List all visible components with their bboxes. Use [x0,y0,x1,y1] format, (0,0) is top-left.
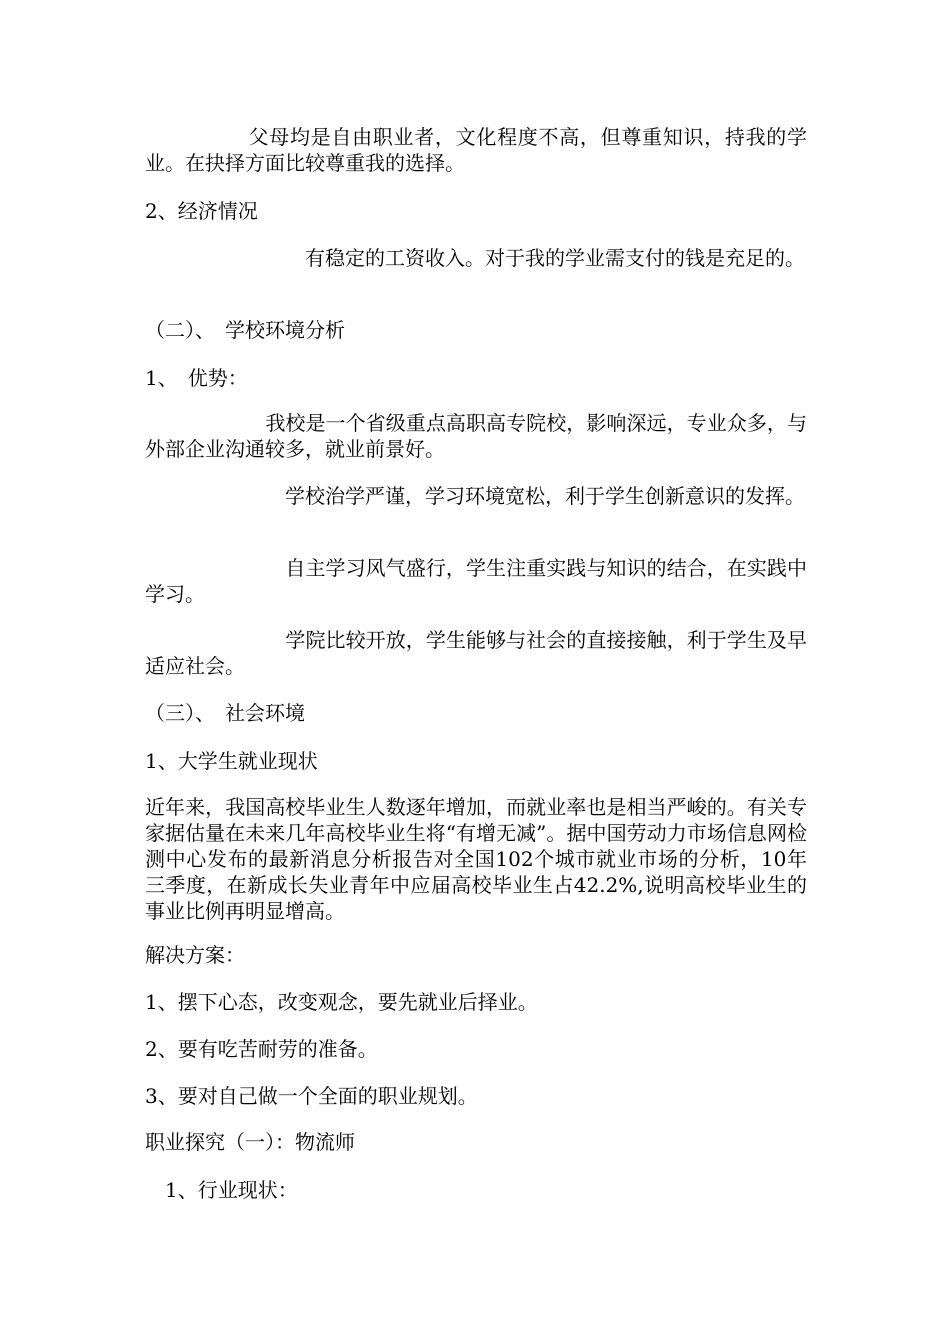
heading-school-environment: （二）、 学校环境分析 [145,318,345,342]
paragraph-school-reputation: 我校是一个省级重点高职高专院校，影响深远，专业众多，与外部企业沟通较多，就业前景好。 [145,411,807,461]
heading-advantages: 1、 优势： [145,366,248,390]
solution-item-2: 2、要有吃苦耐劳的准备。 [145,1037,378,1061]
paragraph-open-college: 学院比较开放，学生能够与社会的直接接触，利于学生及早适应社会。 [145,628,807,678]
paragraph-economic-situation: 有稳定的工资收入。对于我的学业需支付的钱是充足的。 [145,246,805,270]
heading-solutions: 解决方案： [145,943,245,967]
heading-social-environment: （三）、 社会环境 [145,701,305,725]
paragraph-school-discipline: 学校治学严谨，学习环境宽松，利于学生创新意识的发挥。 [145,484,805,508]
heading-economic-situation: 2、经济情况 [145,199,258,223]
paragraph-family-background: 父母均是自由职业者，文化程度不高，但尊重知识，持我的学业。在抉择方面比较尊重我的选择。 [145,125,807,175]
paragraph-study-atmosphere: 自主学习风气盛行，学生注重实践与知识的结合，在实践中学习。 [145,556,807,606]
solution-item-3: 3、要对自己做一个全面的职业规划。 [145,1084,478,1108]
heading-career-exploration: 职业探究（一）：物流师 [145,1130,355,1154]
heading-industry-status: 1、行业现状： [145,1178,298,1202]
heading-employment-status: 1、大学生就业现状 [145,749,318,773]
paragraph-employment-status: 近年来，我国高校毕业生人数逐年增加，而就业率也是相当严峻的。有关专家据估量在未来几年高校毕业生将“有增无减”。据中国劳动力市场信息网检测中心发布的最新消息分析报告对全国102个城市就业市场的分析，10年三季度，在新成长失业青年中应届高校毕业生占42.2%,说明高校毕业生的事业比例再明显增高。 [145,795,807,923]
solution-item-1: 1、摆下心态，改变观念，要先就业后择业。 [145,990,538,1014]
